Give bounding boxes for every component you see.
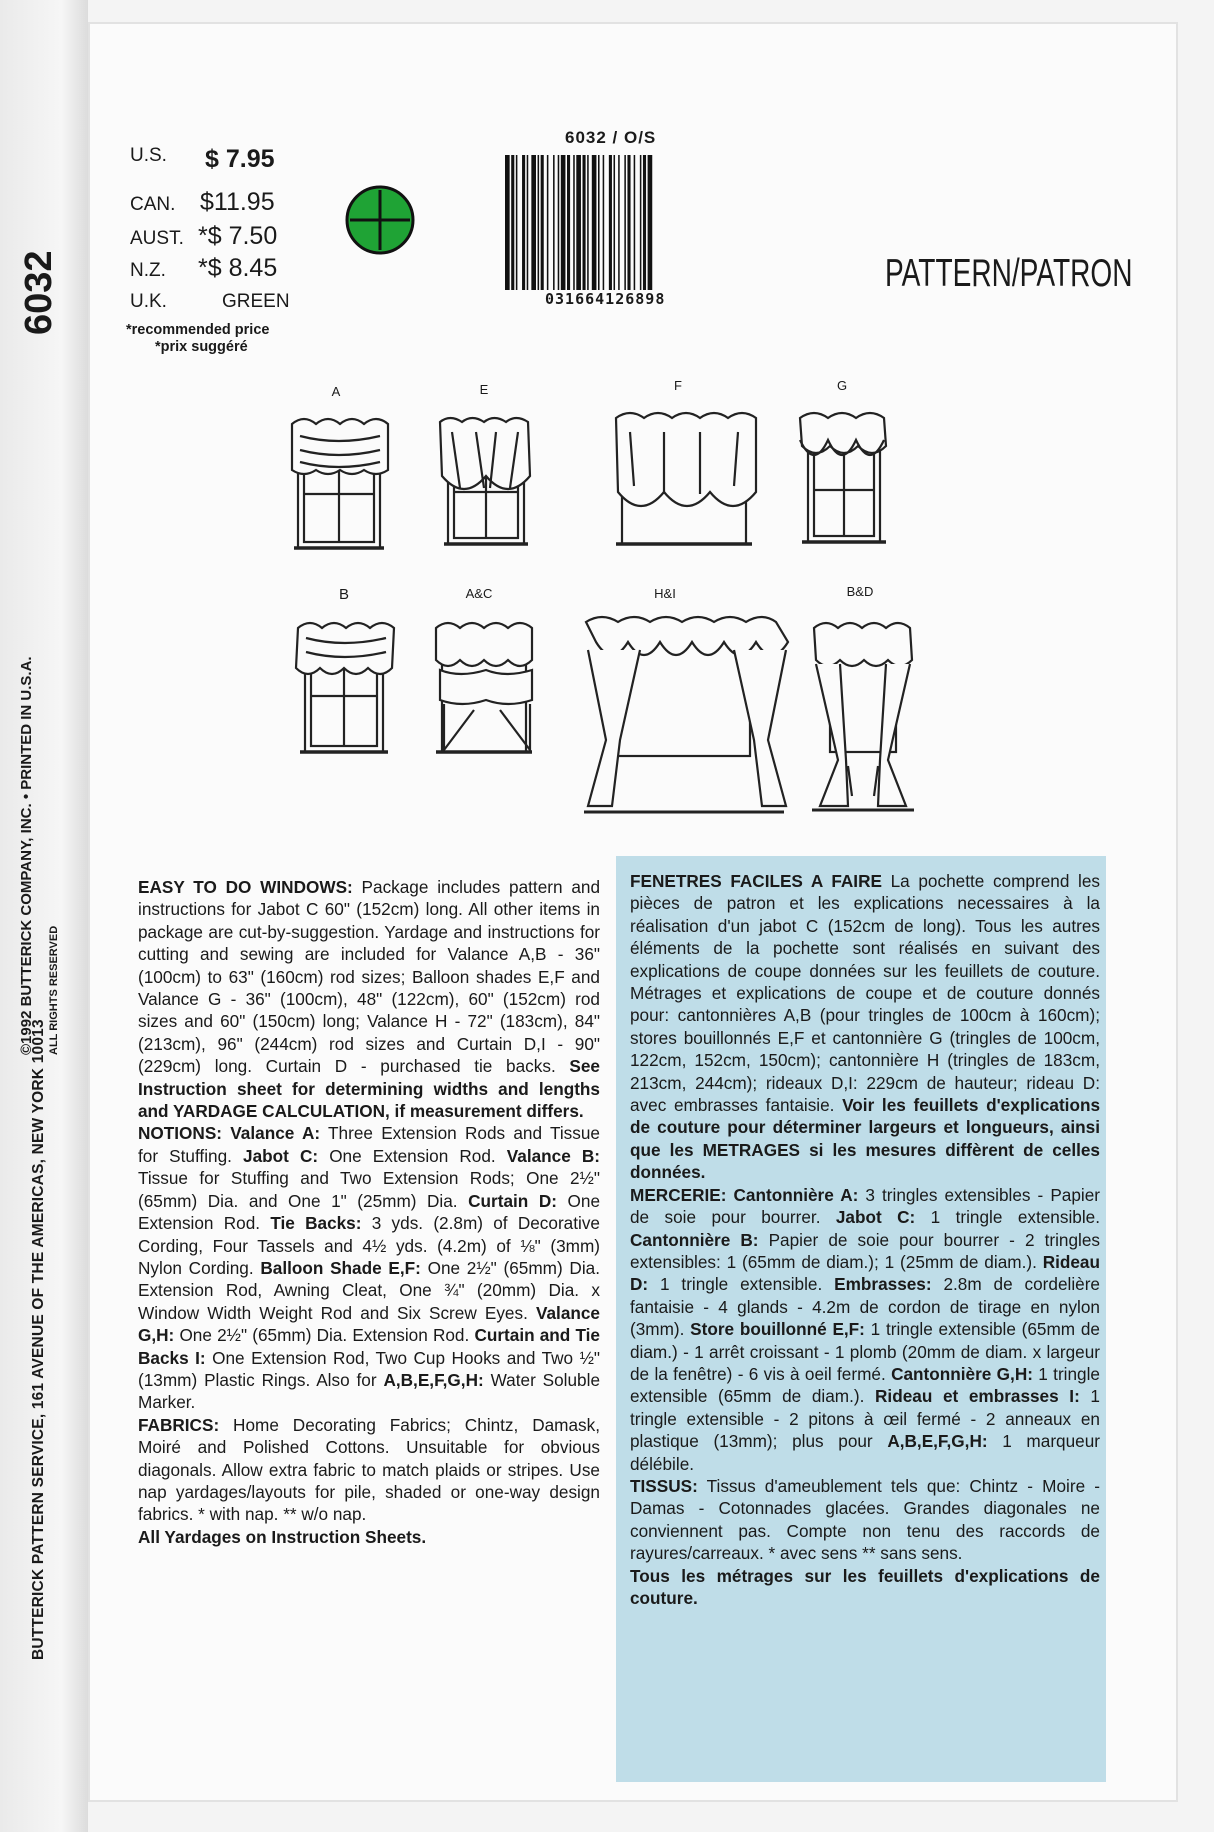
figure-label-g: G [836,378,848,393]
window-illustrations [0,0,1214,830]
price-region: U.S. [130,145,167,166]
fr-mercerie-heading: MERCERIE: Cantonnière A: [630,1184,859,1205]
window-b-illustration [296,623,394,752]
price-value: $11.95 [200,188,275,216]
pattern-title: PATTERN/PATRON [885,252,1133,295]
fr-yardage-note: Tous les métrages sur les feuillets d'explications de couture. [630,1565,1100,1608]
recommended-price-note: *recommended price [126,322,270,338]
price-region: N.Z. [130,260,166,281]
figure-label-bd: B&D [846,584,874,599]
price-value: *$ 7.50 [198,222,278,250]
window-bd-illustration [812,623,914,810]
rights-line: ALL RIGHTS RESERVED [48,925,60,1055]
figure-label-ac: A&C [465,586,493,601]
price-region: CAN. [130,194,176,215]
price-value: GREEN [222,291,290,312]
figure-label-hi: H&I [654,586,676,601]
figure-label-b: B [338,586,349,603]
price-value: $ 7.95 [205,145,275,173]
window-a-illustration [292,419,388,548]
fr-tissus-heading: TISSUS: [630,1475,698,1496]
copyright-line: ©1992 BUTTERICK COMPANY, INC. • PRINTED IN U.S.A. [18,656,35,1055]
price-value: *$ 8.45 [198,254,278,282]
en-fabrics-heading: FABRICS: [138,1414,220,1435]
en-yardage-note: All Yardages on Instruction Sheets. [138,1526,427,1547]
price-region: U.K. [130,291,167,312]
french-description: FENETRES FACILES A FAIRE La pochette comprend les pièces de patron et les explications necessaires à la réalisation d'un jabot C (152cm de long). Tous les autres éléments de la pochette sont réalisés en suivant des explications de coupe données sur les feuillets de couture. Métrages et explications de coupe et de couture donnés pour: cantonnières A,B (pour tringles de 100cm à 160cm); stores bouillonnés E,F et cantonnière G (tringles de 100cm, 122cm, 152cm, 150cm); cantonnière H (tringles de 183cm, 213cm, 244cm); rideaux D,I: 229cm de hauteur; rideau D: avec embrasses fantaisie. Voir les feuillets d'explications de couture pour déterminer largeurs et longueurs, ainsi que les METRAGES si les mesures diffèrent de celles données. MERCERIE: Cantonnière A: 3 tringles extensibles - Papier de soie pour bourrer. Jabot C: 1 tringle extensible. Cantonnière B: Papier de soie pour bourrer - 2 tringles extensibles: 1 (65mm de diam.); 1 (25mm de diam.). Rideau D: 1 tringle extensible. Embrasses: 2.8m de cordelière fantaisie - 4 glands - 4.2m de cordon de tirage en nylon (3mm). Store bouillonné E,F: 1 tringle extensible (65mm de diam.) - 1 arrêt croissant - 1 plomb (20mm de diam. x largeur de la fenêtre) - 6 vis à oeil fermé. Cantonnière G,H: 1 tringle extensible (65mm de diam.). Rideau et embrasses I: 1 tringle extensible - 2 pitons à œil fermé - 2 anneaux en plastique (13mm); plus pour A,B,E,F,G,H: 1 marqueur délébile. TISSUS: Tissus d'ameublement tels que: Chintz - Moire - Damas - Cotonnades glacées. Grandes diagonales ne conviennent pas. Compte non tenu des raccords de rayures/carreaux. * avec sens ** sans sens. Tous les métrages sur les feuillets d'explications de couture. [630,871,1101,1608]
window-ac-illustration [436,623,532,752]
barcode-top-label: 6032 / O/S [565,128,657,147]
english-description: EASY TO DO WINDOWS: Package includes pattern and instructions for Jabot C 60" (152cm) long. All other items in package are cut-by-suggestion. Yardage and instructions for cutting and sewing are included for Valance A,B - 36" (100cm) to 63" (160cm) rod sizes; Balloon shades E,F and Valance G - 36" (100cm), 48" (122cm), 60" (152cm) rod sizes and 60" (150cm) long; Valance H - 72" (183cm), 84" (213cm), 96" (244cm) rod sizes and Curtain D,I - 90" (229cm) long. Curtain D - purchased tie backs. See Instruction sheet for determining widths and lengths and YARDAGE CALCULATION, if measurement differs. NOTIONS: Valance A: Three Extension Rods and Tissue for Stuffing. Jabot C: One Extension Rod. Valance B: Tissue for Stuffing and Two Extension Rods; One 2½" (65mm) Dia. and One 1" (25mm) Dia. Curtain D: One Extension Rod. Tie Backs: 3 yds. (2.8m) of Decorative Cording, Four Tassels and 4½ yds. (4.2m) of ⅛" (3mm) Nylon Cording. Balloon Shade E,F: One 2½" (65mm) Dia. Extension Rod, Awning Cleat, One ¾" (20mm) Dia. x Window Width Weight Rod and Six Screw Eyes. Valance G,H: One 2½" (65mm) Dia. Extension Rod. Curtain and Tie Backs I: One Extension Rod, Two Cup Hooks and Two ½" (13mm) Plastic Rings. Also for A,B,E,F,G,H: Water Soluble Marker. FABRICS: Home Decorating Fabrics; Chintz, Damask, Moiré and Polished Cottons. Unsuitable for obvious diagonals. Allow extra fabric to match plaids or stripes. Use nap yardages/layouts for pile, shaded or one-way design fabrics. * with nap. ** w/o nap. All Yardages on Instruction Sheets. [138,877,601,1547]
en-heading: EASY TO DO WINDOWS: [138,877,353,897]
en-notions-heading: NOTIONS: Valance A: [138,1123,321,1144]
publisher-address: BUTTERICK PATTERN SERVICE, 161 AVENUE OF THE AMERICAS, NEW YORK 10013 [30,1019,47,1660]
figure-label-a: A [331,384,341,399]
barcode-number: 031664126898 [545,290,666,308]
price-region: AUST. [130,228,184,249]
window-f-illustration [616,413,756,544]
window-e-illustration [440,418,530,544]
window-g-illustration [800,413,886,542]
window-hi-illustration [584,617,788,812]
figure-label-e: E [479,382,489,397]
suggested-price-note: *prix suggéré [155,339,248,355]
pattern-number-vertical: 6032 [18,250,60,335]
fr-heading: FENETRES FACILES A FAIRE [630,871,882,891]
figure-label-f: F [674,378,682,393]
